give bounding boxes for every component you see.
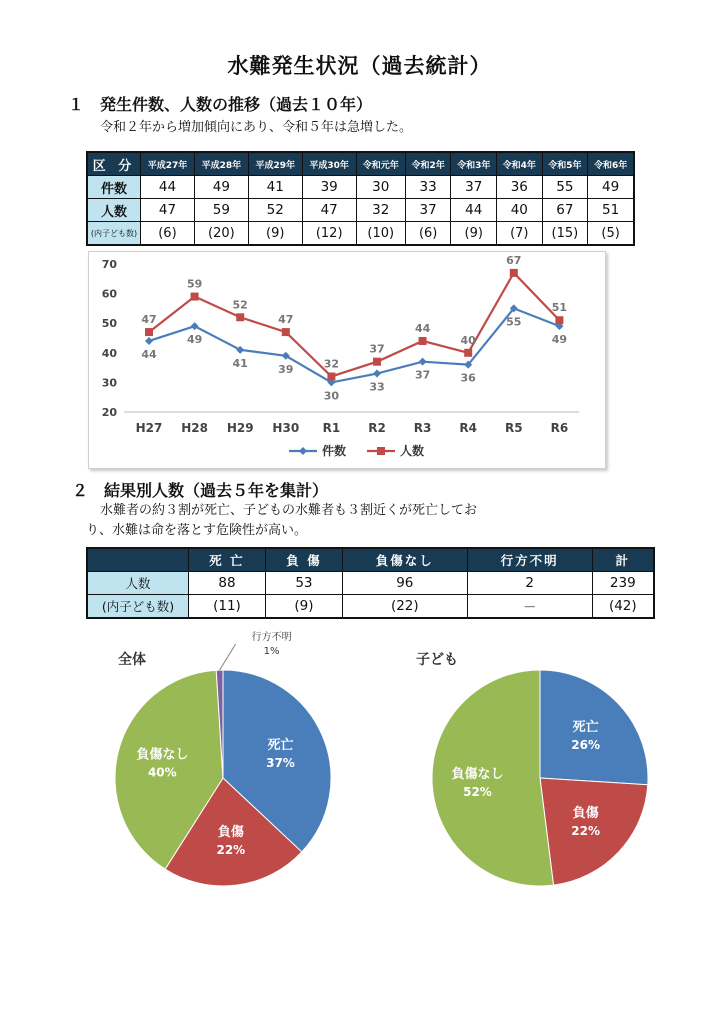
table-cell: (22) — [342, 595, 467, 619]
corner-cell: 区 分 — [87, 152, 141, 176]
slice-percent: 22% — [216, 843, 246, 858]
col-header: 負 傷 — [265, 548, 342, 572]
data-label: 67 — [506, 253, 522, 267]
corner-cell — [87, 548, 189, 572]
col-header: 令和6年 — [588, 152, 634, 176]
data-label: 41 — [232, 356, 248, 370]
data-label: 59 — [186, 277, 203, 291]
data-label: 52 — [232, 298, 248, 312]
section1-text: 令和２年から増加傾向にあり、令和５年は急増した。 — [100, 120, 413, 135]
data-point — [236, 313, 244, 321]
table-cell: 41 — [248, 176, 302, 199]
pie-charts — [0, 630, 719, 920]
line-chart-frame — [88, 251, 606, 469]
data-point — [236, 346, 244, 354]
data-label: 36 — [460, 371, 476, 385]
data-point — [373, 370, 381, 378]
table-row — [87, 176, 634, 199]
col-header: 令和2年 — [405, 152, 451, 176]
table-cell: 53 — [265, 572, 342, 595]
table-cell: (11) — [189, 595, 266, 619]
legend-marker — [377, 447, 385, 455]
data-point — [327, 372, 335, 380]
slice-name: 負傷 — [572, 805, 599, 821]
table-cell: 30 — [356, 176, 405, 199]
data-point — [145, 328, 153, 336]
slice-name: 負傷なし — [451, 766, 504, 782]
table-cell: 49 — [588, 176, 634, 199]
table-cell: 39 — [302, 176, 356, 199]
slice-percent: 40% — [147, 765, 177, 780]
row-header: 件数 — [87, 176, 141, 199]
leader-line — [220, 644, 236, 670]
line-chart — [89, 252, 605, 468]
table-row — [87, 199, 634, 222]
col-header: 令和5年 — [542, 152, 588, 176]
slice-name: 負傷 — [217, 825, 244, 841]
y-tick-label: 20 — [101, 406, 117, 419]
section2-heading: ２ 結果別人数（過去５年を集計） — [72, 481, 329, 500]
slice-name: 死亡 — [572, 720, 599, 736]
table-cell: (10) — [356, 222, 405, 246]
data-label: 37 — [369, 342, 385, 356]
data-label: 51 — [551, 301, 568, 315]
table-cell: 55 — [542, 176, 588, 199]
col-header: 平成28年 — [194, 152, 248, 176]
data-label: 44 — [141, 347, 157, 361]
incident-trend-table — [86, 151, 635, 246]
legend-marker — [299, 447, 307, 455]
table-cell: (9) — [248, 222, 302, 246]
y-tick-label: 70 — [101, 258, 117, 271]
table-cell: 51 — [588, 199, 634, 222]
data-label: 44 — [414, 321, 431, 335]
table-cell: 52 — [248, 199, 302, 222]
section2-text-line2: り、水難は命を落とす危険性が高い。 — [86, 523, 308, 538]
slice-percent: 22% — [571, 823, 601, 838]
col-header: 令和3年 — [451, 152, 497, 176]
x-tick-label: H29 — [226, 421, 254, 435]
legend-label: 件数 — [322, 444, 347, 458]
table-cell: 44 — [141, 176, 195, 199]
data-point — [373, 358, 381, 366]
col-header: 行方不明 — [467, 548, 592, 572]
table-cell: 44 — [451, 199, 497, 222]
table-cell: (20) — [194, 222, 248, 246]
row-header: (内子ども数) — [87, 595, 189, 619]
data-label: 47 — [141, 313, 157, 327]
data-label: 55 — [506, 315, 522, 329]
col-header: 令和4年 — [497, 152, 543, 176]
table-cell: 96 — [342, 572, 467, 595]
table-cell: (15) — [542, 222, 588, 246]
x-tick-label: H30 — [272, 421, 300, 435]
table-cell: 37 — [451, 176, 497, 199]
table-cell: (9) — [451, 222, 497, 246]
table-row — [87, 572, 654, 595]
x-tick-label: R1 — [322, 421, 341, 435]
table-cell: 47 — [141, 199, 195, 222]
table-cell: 59 — [194, 199, 248, 222]
row-header: (内子ども数) — [87, 222, 141, 246]
x-tick-label: R4 — [459, 421, 477, 435]
col-header: 平成29年 — [248, 152, 302, 176]
table-cell: 33 — [405, 176, 451, 199]
table-cell: (7) — [497, 222, 543, 246]
table-cell: 67 — [542, 199, 588, 222]
slice-name: 死亡 — [267, 738, 294, 754]
y-tick-label: 40 — [101, 346, 117, 360]
table-cell: (12) — [302, 222, 356, 246]
row-header: 人数 — [87, 572, 189, 595]
x-tick-label: R5 — [505, 421, 523, 435]
table-cell: 37 — [405, 199, 451, 222]
data-label: 49 — [186, 333, 203, 347]
series-line-cases — [149, 308, 559, 382]
table-cell: 36 — [497, 176, 543, 199]
data-label: 32 — [323, 357, 340, 371]
x-tick-label: H28 — [181, 421, 208, 435]
col-header: 令和元年 — [356, 152, 405, 176]
page-title: 水難発生状況（過去統計） — [227, 54, 492, 78]
table-cell: (42) — [592, 595, 654, 619]
table-cell: 2 — [467, 572, 592, 595]
col-header: 死 亡 — [189, 548, 266, 572]
table-cell: 239 — [592, 572, 654, 595]
legend-label: 人数 — [400, 444, 425, 458]
data-label: 33 — [369, 380, 385, 394]
table-cell: 47 — [302, 199, 356, 222]
table-cell: (6) — [141, 222, 195, 246]
data-label: 49 — [551, 333, 568, 347]
data-point — [191, 293, 199, 301]
slice-percent: 52% — [463, 784, 492, 799]
slice-percent: 1% — [263, 646, 280, 658]
slice-name: 負傷なし — [136, 747, 189, 763]
data-point — [419, 358, 427, 366]
data-label: 47 — [278, 313, 294, 327]
table-row — [87, 222, 634, 246]
table-cell: － — [467, 595, 592, 619]
table-cell: (5) — [588, 222, 634, 246]
y-tick-label: 60 — [101, 287, 117, 301]
data-label: 39 — [278, 362, 294, 376]
col-header: 計 — [592, 548, 654, 572]
y-tick-label: 50 — [101, 317, 117, 331]
data-point — [555, 316, 563, 324]
data-point — [191, 322, 199, 330]
table-cell: 49 — [194, 176, 248, 199]
x-tick-label: R6 — [550, 421, 569, 435]
pie-title: 子ども — [416, 652, 458, 668]
col-header: 平成27年 — [141, 152, 195, 176]
section2-text-line1: 水難者の約３割が死亡、子どもの水難者も３割近くが死亡してお — [100, 503, 478, 518]
x-tick-label: R2 — [368, 421, 386, 435]
y-tick-label: 30 — [101, 376, 117, 390]
pie-title: 全体 — [118, 652, 146, 668]
table-cell: (6) — [405, 222, 451, 246]
data-label: 30 — [323, 389, 340, 403]
x-tick-label: R3 — [413, 421, 432, 435]
section1-heading: １ 発生件数、人数の推移（過去１０年） — [68, 95, 373, 114]
data-point — [464, 349, 472, 357]
data-point — [419, 337, 427, 345]
table-cell: 32 — [356, 199, 405, 222]
table-header-row — [87, 548, 654, 572]
col-header: 負傷なし — [342, 548, 467, 572]
data-point — [282, 328, 290, 336]
data-point — [510, 269, 518, 277]
slice-percent: 26% — [571, 738, 601, 753]
data-label: 37 — [414, 368, 431, 382]
data-point — [145, 337, 153, 345]
slice-percent: 37% — [266, 756, 295, 771]
table-cell: (9) — [265, 595, 342, 619]
series-line-people — [149, 273, 559, 377]
data-label: 40 — [460, 333, 476, 347]
row-header: 人数 — [87, 199, 141, 222]
slice-name: 行方不明 — [251, 632, 292, 644]
table-row — [87, 595, 654, 619]
outcome-table — [86, 547, 655, 619]
x-tick-label: H27 — [135, 421, 163, 435]
table-cell: 88 — [189, 572, 266, 595]
table-cell: 40 — [497, 199, 543, 222]
table-header-row — [87, 152, 634, 176]
col-header: 平成30年 — [302, 152, 356, 176]
